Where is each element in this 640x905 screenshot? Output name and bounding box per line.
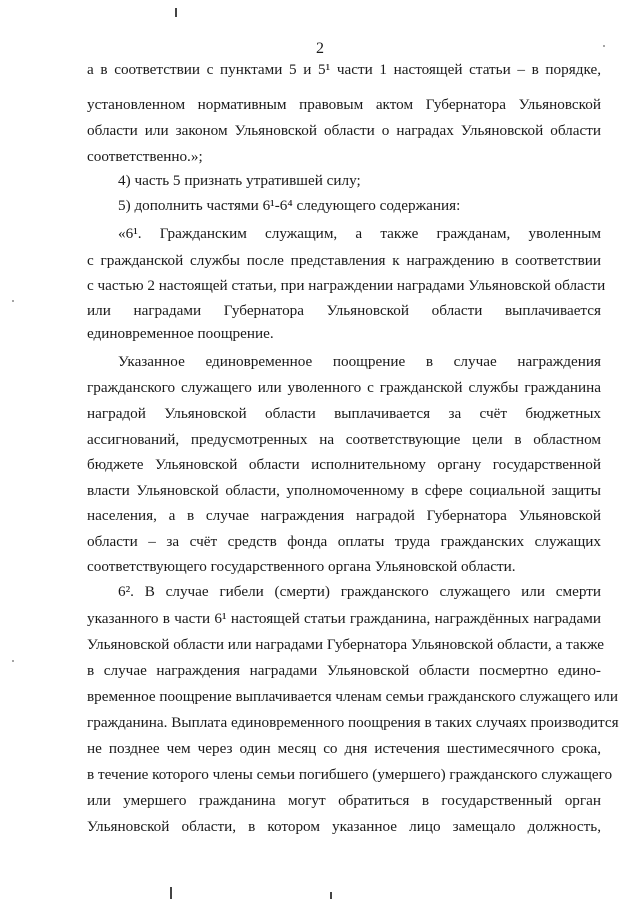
text-line: наградой Ульяновской области выплачивается за счёт бюджетных	[87, 405, 601, 422]
scan-mark-bottom-2	[330, 892, 332, 899]
text-line: указанного в части 6¹ настоящей статьи гражданина, награждённых наградами	[87, 610, 601, 627]
text-line: соответствующего государственного органа Ульяновской области.	[87, 558, 516, 575]
text-line: Ульяновской области, в котором указанное лицо замещало должность,	[87, 818, 601, 835]
text-line: области – за счёт средств фонда оплаты труда гражданских служащих	[87, 533, 601, 550]
text-line: или наградами Губернатора Ульяновской области выплачивается	[87, 302, 601, 319]
text-line: «6¹. Гражданским служащим, а также гражданам, уволенным	[118, 225, 601, 242]
text-line: единовременное поощрение.	[87, 325, 274, 342]
scan-speck	[12, 300, 14, 302]
text-line: временное поощрение выплачивается членам семьи гражданского служащего или	[87, 688, 619, 705]
text-line: 6². В случае гибели (смерти) гражданского служащего или смерти	[118, 583, 601, 600]
text-line: 4) часть 5 признать утратившей силу;	[118, 172, 361, 189]
text-line: ассигнований, предусмотренных на соответствующие цели в областном	[87, 431, 601, 448]
text-line: соответственно.»;	[87, 148, 203, 165]
text-line: бюджете Ульяновской области исполнительному органу государственной	[87, 456, 601, 473]
text-line: с частью 2 настоящей статьи, при награждении наградами Ульяновской области	[87, 277, 606, 294]
text-line: Указанное единовременное поощрение в случае награждения	[118, 353, 601, 370]
text-line: не позднее чем через один месяц со дня истечения шестимесячного срока,	[87, 740, 601, 757]
text-line: власти Ульяновской области, уполномоченному в сфере социальной защиты	[87, 482, 601, 499]
page-number: 2	[316, 40, 324, 57]
text-line: а в соответствии с пунктами 5 и 5¹ части 1 настоящей статьи – в порядке,	[87, 61, 601, 78]
text-line: в случае награждения наградами Ульяновской области посмертно едино-	[87, 662, 601, 679]
text-line: Ульяновской области или наградами Губернатора Ульяновской области, а также	[87, 636, 604, 653]
scan-speck	[12, 660, 14, 662]
text-line: области или законом Ульяновской области о наградах Ульяновской области	[87, 122, 601, 139]
text-line: гражданского служащего или уволенного с гражданской службы гражданина	[87, 379, 601, 396]
scan-mark-bottom	[170, 887, 172, 899]
text-line: или умершего гражданина могут обратиться в государственный орган	[87, 792, 601, 809]
scan-mark-top	[175, 8, 177, 17]
text-line: гражданина. Выплата единовременного поощрения в таких случаях производится	[87, 714, 619, 731]
text-line: населения, а в случае награждения наградой Губернатора Ульяновской	[87, 507, 601, 524]
text-line: установленном нормативным правовым актом Губернатора Ульяновской	[87, 96, 601, 113]
text-line: в течение которого члены семьи погибшего (умершего) гражданского служащего	[87, 766, 613, 783]
text-line: с гражданской службы после представления к награждению в соответствии	[87, 252, 601, 269]
text-line: 5) дополнить частями 6¹-6⁴ следующего содержания:	[118, 197, 461, 214]
